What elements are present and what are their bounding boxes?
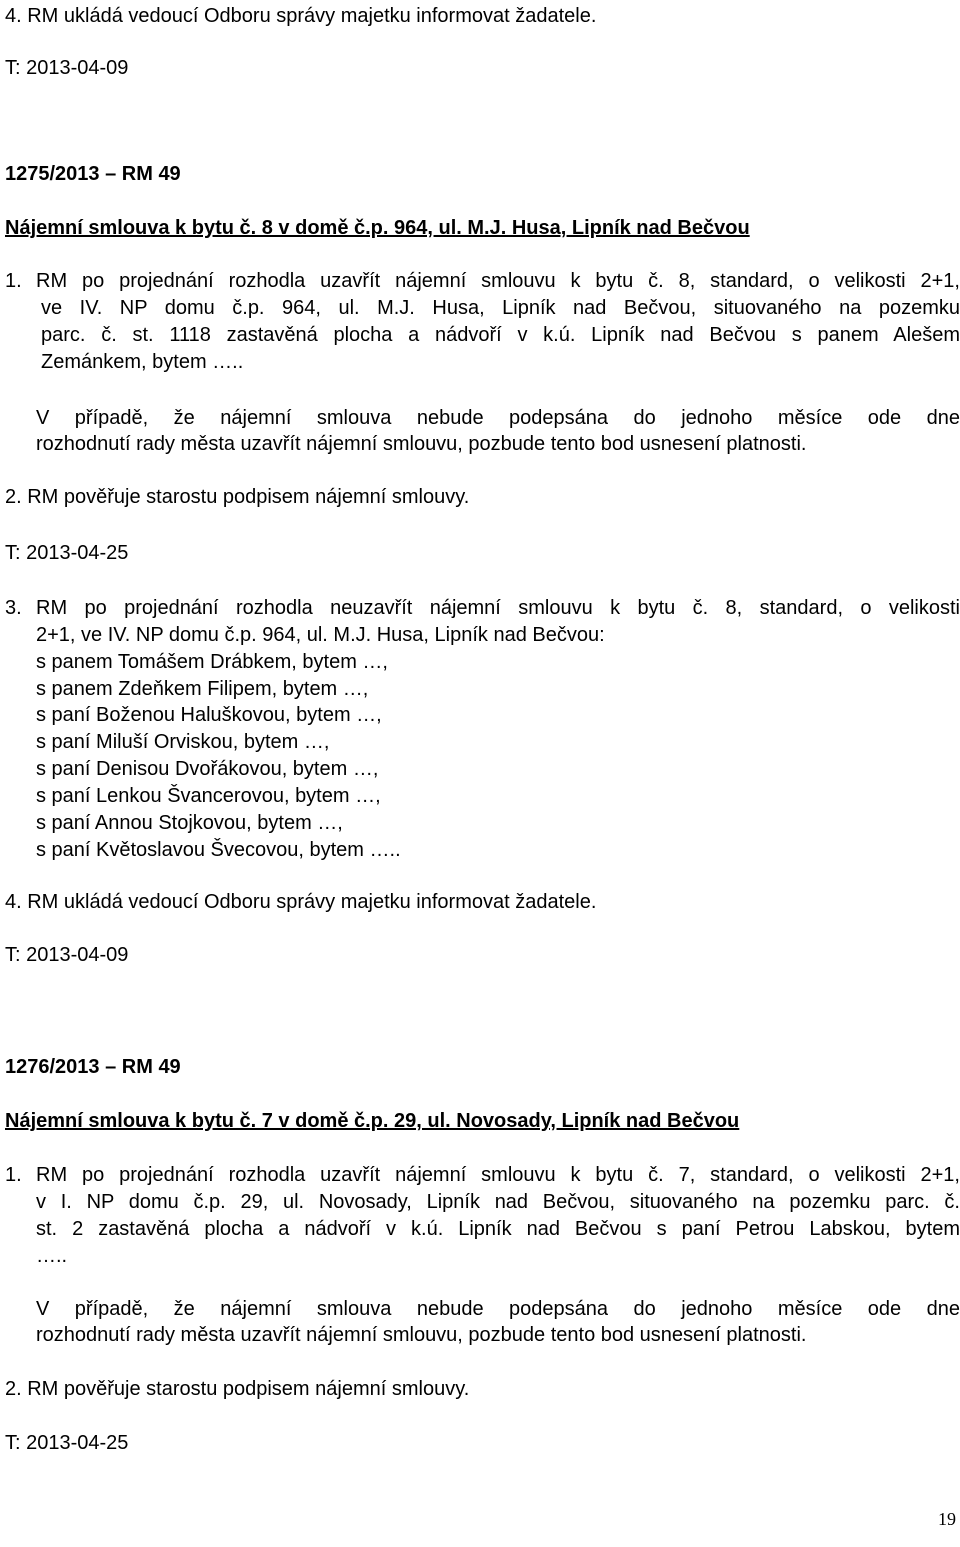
condition-line: rozhodnutí rady města uzavřít nájemní smlouvu, pozbude tento bod usnesení platnosti. [36, 1324, 807, 1346]
item-1-number: 1. [5, 270, 22, 292]
item-2-deadline: T: 2013-04-25 [5, 1432, 129, 1454]
person-list-item: s paní Denisou Dvořákovou, bytem …, [36, 758, 379, 780]
pre-deadline: T: 2013-04-09 [5, 57, 129, 79]
resolution-number-1276: 1276/2013 – RM 49 [5, 1056, 181, 1078]
item-1-line: parc. č. st. 1118 zastavěná plocha a nádvoří v k.ú. Lipník nad Bečvou s panem Alešem [41, 324, 960, 346]
condition-line: rozhodnutí rady města uzavřít nájemní smlouvu, pozbude tento bod usnesení platnosti. [36, 433, 807, 455]
resolution-number-1275: 1275/2013 – RM 49 [5, 163, 181, 185]
item-3-number: 3. [5, 597, 22, 619]
item-3-line: 2+1, ve IV. NP domu č.p. 964, ul. M.J. Husa, Lipník nad Bečvou: [36, 624, 605, 646]
person-list-item: s paní Miluší Orviskou, bytem …, [36, 731, 330, 753]
item-1-line: RM po projednání rozhodla uzavřít nájemní smlouvu k bytu č. 7, standard, o velikosti 2+1, [36, 1164, 960, 1186]
person-list-item: s paní Annou Stojkovou, bytem …, [36, 812, 343, 834]
item-1-line: st. 2 zastavěná plocha a nádvoří v k.ú. Lipník nad Bečvou s paní Petrou Labskou, bytem [36, 1218, 960, 1240]
resolution-title-1275: Nájemní smlouva k bytu č. 8 v domě č.p. 964, ul. M.J. Husa, Lipník nad Bečvou [5, 217, 750, 239]
item-3-line: RM po projednání rozhodla neuzavřít nájemní smlouvu k bytu č. 8, standard, o velikosti [36, 597, 960, 619]
person-list-item: s panem Zdeňkem Filipem, bytem …, [36, 678, 369, 700]
item-2-deadline: T: 2013-04-25 [5, 542, 129, 564]
resolution-title-1276: Nájemní smlouva k bytu č. 7 v domě č.p. 29, ul. Novosady, Lipník nad Bečvou [5, 1110, 740, 1132]
item-1-line: Zemánkem, bytem ….. [41, 351, 244, 373]
page-number: 19 [938, 1509, 956, 1529]
person-list-item: s paní Květoslavou Švecovou, bytem ….. [36, 839, 401, 861]
person-list-item: s paní Lenkou Švancerovou, bytem …, [36, 785, 381, 807]
item-4-deadline: T: 2013-04-09 [5, 944, 129, 966]
item-1-line: ve IV. NP domu č.p. 964, ul. M.J. Husa, Lipník nad Bečvou, situovaného na pozemku [41, 297, 960, 319]
person-list-item: s panem Tomášem Drábkem, bytem …, [36, 651, 388, 673]
item-1-line: ….. [36, 1245, 68, 1267]
item-4: 4. RM ukládá vedoucí Odboru správy majetku informovat žadatele. [5, 891, 597, 913]
item-1-number: 1. [5, 1164, 22, 1186]
person-list-item: s paní Boženou Haluškovou, bytem …, [36, 704, 382, 726]
item-2: 2. RM pověřuje starostu podpisem nájemní smlouvy. [5, 486, 470, 508]
pre-item-4: 4. RM ukládá vedoucí Odboru správy majetku informovat žadatele. [5, 5, 597, 27]
condition-line: V případě, že nájemní smlouva nebude podepsána do jednoho měsíce ode dne [36, 407, 960, 429]
item-2: 2. RM pověřuje starostu podpisem nájemní smlouvy. [5, 1378, 470, 1400]
item-1-line: v I. NP domu č.p. 29, ul. Novosady, Lipník nad Bečvou, situovaného na pozemku parc. č. [36, 1191, 960, 1213]
condition-line: V případě, že nájemní smlouva nebude podepsána do jednoho měsíce ode dne [36, 1298, 960, 1320]
item-1-line: RM po projednání rozhodla uzavřít nájemní smlouvu k bytu č. 8, standard, o velikosti 2+1, [36, 270, 960, 292]
